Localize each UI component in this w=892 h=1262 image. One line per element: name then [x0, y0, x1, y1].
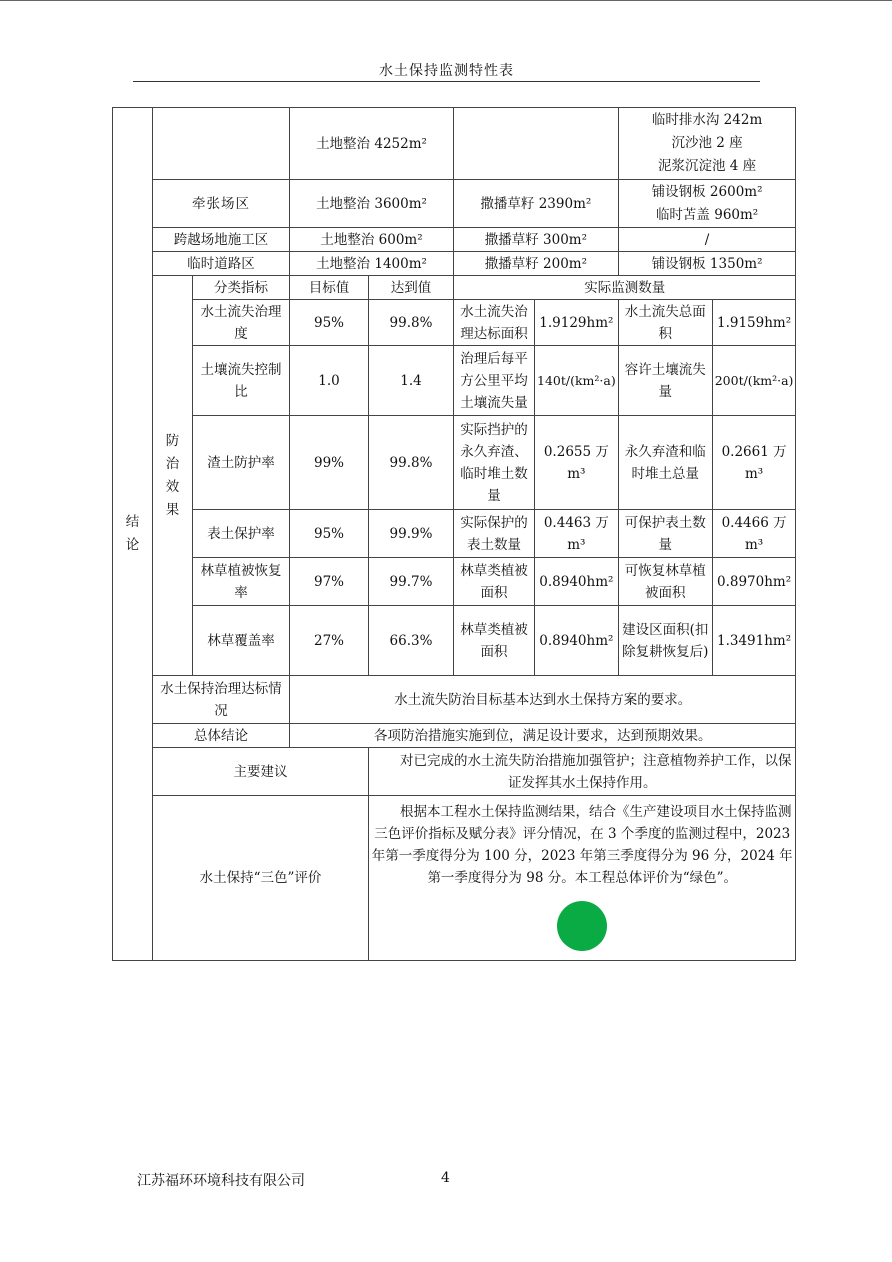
achieved-value: 1.4: [369, 346, 454, 416]
footer-company: 江苏福环环境科技有限公司: [137, 1173, 305, 1189]
measured-value: 0.2655 万m³: [535, 416, 619, 510]
achieved-value: 99.8%: [369, 416, 454, 510]
reference-value: 1.9159hm²: [712, 300, 796, 346]
table-row: [113, 416, 796, 510]
index-name: 土壤流失控制比: [193, 346, 290, 416]
reference-item: 建设区面积(扣除复耕恢复后): [618, 606, 712, 676]
green-rating-dot: [557, 901, 607, 951]
governance-value: 水土流失防治目标基本达到水土保持方案的要求。: [290, 676, 796, 724]
area-cell: [153, 108, 290, 180]
temporary-measure-cell: 铺设钢板 2600m² 临时苫盖 960m²: [618, 180, 796, 228]
index-name: 水土流失治理度: [193, 300, 290, 346]
target-value: 1.0: [290, 346, 369, 416]
measured-item: 林草类植被面积: [454, 606, 535, 676]
suggestion-value: 对已完成的水土流失防治措施加强管护；注意植物养护工作，以保证发挥其水土保持作用。: [369, 748, 796, 796]
measured-value: 0.4463 万m³: [535, 510, 619, 558]
reference-item: 水土流失总面积: [618, 300, 712, 346]
overall-row: [113, 724, 796, 748]
header-achieved: 达到值: [369, 276, 454, 300]
achieved-value: 66.3%: [369, 606, 454, 676]
header-target: 目标值: [290, 276, 369, 300]
target-value: 99%: [290, 416, 369, 510]
reference-value: 0.2661 万m³: [712, 416, 796, 510]
index-name: 渣土防护率: [193, 416, 290, 510]
effect-header-row: [113, 276, 796, 300]
achieved-value: 99.7%: [369, 558, 454, 606]
measured-value: 0.8940hm²: [535, 558, 619, 606]
suggestion-row: [113, 748, 796, 796]
header-rule: [133, 81, 760, 82]
monitoring-characteristics-table: [112, 107, 796, 961]
engineering-measure-cell: 土地整治 1400m²: [290, 252, 454, 276]
table-row: [113, 300, 796, 346]
index-name: 林草覆盖率: [193, 606, 290, 676]
footer-page-number: 4: [441, 1170, 450, 1186]
temporary-measure-cell: /: [618, 228, 796, 252]
header-actual: 实际监测数量: [454, 276, 796, 300]
overall-value: 各项防治措施实施到位，满足设计要求，达到预期效果。: [290, 724, 796, 748]
reference-value: 1.3491hm²: [712, 606, 796, 676]
suggestion-label: 主要建议: [153, 748, 369, 796]
index-name: 表土保护率: [193, 510, 290, 558]
target-value: 95%: [290, 510, 369, 558]
plant-measure-cell: [454, 108, 619, 180]
table-row: [113, 558, 796, 606]
area-cell: 临时道路区: [153, 252, 290, 276]
table-row: [113, 346, 796, 416]
plant-measure-cell: 撒播草籽 300m²: [454, 228, 619, 252]
measured-item: 实际挡护的永久弃渣、临时堆土数量: [454, 416, 535, 510]
reference-item: 容许土壤流失量: [618, 346, 712, 416]
page-top-border: [0, 0, 892, 1]
conclusion-label: 结 论: [113, 108, 153, 961]
three-color-text: 根据本工程水土保持监测结果，结合《生产建设项目水土保持监测三色评价指标及赋分表》评分情况，在 3 个季度的监测过程中，2023 年第一季度得分为 100 分，2023 年第三季度得分为 96 分，2024 年第一季度得分为 98 分。本工程总体评价为“绿色”。: [371, 804, 793, 886]
effect-label: 防 治 效 果: [153, 276, 193, 676]
table-row: [113, 108, 796, 180]
temporary-measure-cell: 铺设钢板 1350m²: [618, 252, 796, 276]
overall-label: 总体结论: [153, 724, 290, 748]
table-row: [113, 606, 796, 676]
table-row: [113, 180, 796, 228]
plant-measure-cell: 撒播草籽 200m²: [454, 252, 619, 276]
measured-item: 治理后每平方公里平均土壤流失量: [454, 346, 535, 416]
governance-label: 水土保持治理达标情况: [153, 676, 290, 724]
three-color-label: 水土保持“三色”评价: [153, 796, 369, 961]
measured-value: 0.8940hm²: [535, 606, 619, 676]
reference-value: 0.4466 万m³: [712, 510, 796, 558]
governance-row: [113, 676, 796, 724]
area-cell: 跨越场地施工区: [153, 228, 290, 252]
three-color-row: [113, 796, 796, 961]
achieved-value: 99.9%: [369, 510, 454, 558]
plant-measure-cell: 撒播草籽 2390m²: [454, 180, 619, 228]
table-row: [113, 228, 796, 252]
reference-value: 0.8970hm²: [712, 558, 796, 606]
measured-item: 实际保护的表土数量: [454, 510, 535, 558]
measured-item: 林草类植被面积: [454, 558, 535, 606]
engineering-measure-cell: 土地整治 600m²: [290, 228, 454, 252]
index-name: 林草植被恢复率: [193, 558, 290, 606]
target-value: 27%: [290, 606, 369, 676]
target-value: 97%: [290, 558, 369, 606]
table-row: [113, 510, 796, 558]
measured-value: 140t/(km²·a): [535, 346, 619, 416]
measured-value: 1.9129hm²: [535, 300, 619, 346]
page-header-title: 水土保持监测特性表: [379, 63, 514, 79]
engineering-measure-cell: 土地整治 3600m²: [290, 180, 454, 228]
reference-item: 永久弃渣和临时堆土总量: [618, 416, 712, 510]
three-color-cell: [369, 796, 796, 961]
achieved-value: 99.8%: [369, 300, 454, 346]
reference-item: 可恢复林草植被面积: [618, 558, 712, 606]
table-row: [113, 252, 796, 276]
reference-value: 200t/(km²·a): [712, 346, 796, 416]
area-cell: 牵张场区: [153, 180, 290, 228]
reference-item: 可保护表土数量: [618, 510, 712, 558]
header-index: 分类指标: [193, 276, 290, 300]
measured-item: 水土流失治理达标面积: [454, 300, 535, 346]
temporary-measure-cell: 临时排水沟 242m 沉沙池 2 座 泥浆沉淀池 4 座: [618, 108, 796, 180]
engineering-measure-cell: 土地整治 4252m²: [290, 108, 454, 180]
target-value: 95%: [290, 300, 369, 346]
